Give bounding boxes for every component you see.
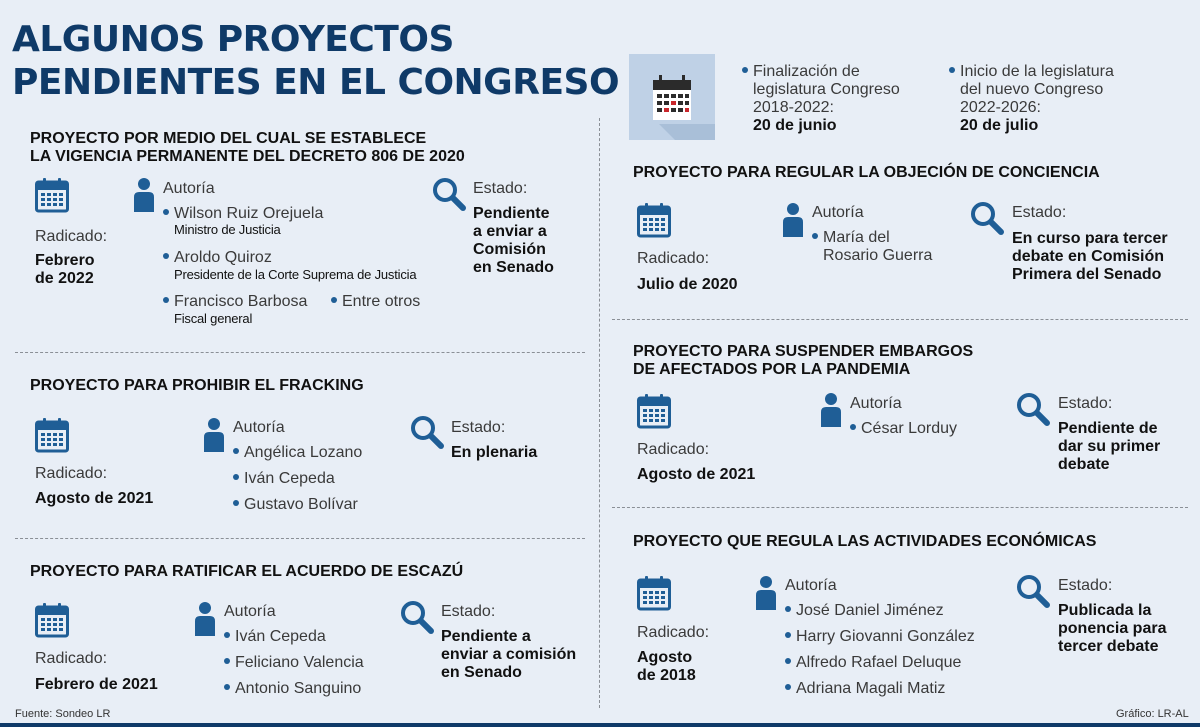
end-line-3: 2018-2022: [753,99,834,116]
search-icon [410,415,444,449]
divider-left-2 [15,538,585,539]
page-title [12,18,620,104]
calendar-icon [637,393,671,429]
autoria-label: Autoría [233,419,285,436]
estado-label: Estado: [1058,395,1113,412]
author-item: María del [812,228,890,247]
p6-estado-line-1: Publicada la [1058,602,1152,619]
radicado-label: Radicado: [637,441,710,458]
p5-estado-line-1: Pendiente de [1058,420,1158,437]
author-item: Angélica Lozano [233,443,362,462]
title-line-2: PENDIENTES EN EL CONGRESO [12,62,620,103]
p5-title-line-1: PROYECTO PARA SUSPENDER EMBARGOS [633,343,974,360]
p1-title [30,130,465,166]
divider-right-2 [612,507,1188,508]
person-icon [194,602,216,636]
p5-title [633,343,973,379]
p4-radicado-date: Julio de 2020 [637,276,738,293]
divider-right-1 [612,319,1188,320]
person-icon [820,393,842,427]
autoria-label: Autoría [224,603,276,620]
p1-radicado-line-1: Febrero [35,252,95,269]
author-item: Harry Giovanni González [785,627,975,646]
p1-estado-line-4: en Senado [473,259,554,276]
p2-radicado-date: Agosto de 2021 [35,490,154,507]
p6-radicado-date [637,649,696,685]
author-item: Feliciano Valencia [224,653,364,672]
p6-estado-line-2: ponencia para [1058,620,1167,637]
legislature-end-info [742,62,900,135]
calendar-icon [637,575,671,611]
start-line-2: del nuevo Congreso [960,81,1104,98]
p4-estado-line-1: En curso para tercer [1012,230,1168,247]
p3-title: PROYECTO PARA RATIFICAR EL ACUERDO DE ESCAZÚ [30,563,464,580]
p4-estado-line-2: debate en Comisión [1012,248,1165,265]
big-calendar-icon [629,54,715,140]
source-note: Fuente: Sondeo LR [15,708,111,720]
calendar-icon [35,177,69,213]
author-item: Aroldo Quiroz [163,248,272,267]
start-date: 20 de julio [960,117,1039,134]
radicado-label: Radicado: [35,228,108,245]
author-role: Ministro de Justicia [174,222,281,237]
search-icon [1016,392,1050,426]
p1-estado [473,205,554,277]
estado-label: Estado: [473,180,528,197]
autoria-label: Autoría [850,395,902,412]
bottom-bar [0,723,1200,727]
graphic-credit: Gráfico: LR-AL [1116,708,1189,720]
calendar-icon [35,602,69,638]
p4-estado-line-3: Primera del Senado [1012,266,1162,283]
search-icon [400,600,434,634]
p5-radicado-date: Agosto de 2021 [637,466,756,483]
search-icon [970,201,1004,235]
radicado-label: Radicado: [637,624,710,641]
person-icon [133,178,155,212]
p6-title: PROYECTO QUE REGULA LAS ACTIVIDADES ECONÓMICAS [633,533,1097,550]
p2-estado: En plenaria [451,444,538,461]
p2-title: PROYECTO PARA PROHIBIR EL FRACKING [30,377,364,394]
author-item: César Lorduy [850,419,957,438]
search-icon [1016,574,1050,608]
estado-label: Estado: [1012,204,1067,221]
author-item: Adriana Magali Matiz [785,679,945,698]
autoria-label: Autoría [785,577,837,594]
end-date: 20 de junio [753,117,837,134]
author-item: Wilson Ruiz Orejuela [163,204,323,223]
p3-estado [441,628,576,682]
author-item: Iván Cepeda [224,627,326,646]
start-line-3: 2022-2026: [960,99,1041,116]
start-line-1: Inicio de la legislatura [949,62,1114,81]
author-item-continued: Rosario Guerra [823,247,933,264]
author-item: Entre otros [331,292,420,311]
radicado-label: Radicado: [35,465,108,482]
p1-title-line-2: LA VIGENCIA PERMANENTE DEL DECRETO 806 DE 2020 [30,148,465,165]
estado-label: Estado: [451,419,506,436]
divider-left-1 [15,352,585,353]
p6-radicado-line-2: de 2018 [637,667,696,684]
p1-estado-line-1: Pendiente [473,205,550,222]
autoria-label: Autoría [812,204,864,221]
p3-estado-line-3: en Senado [441,664,522,681]
p5-title-line-2: DE AFECTADOS POR LA PANDEMIA [633,361,911,378]
p3-estado-line-2: enviar a comisión [441,646,577,663]
p1-title-line-1: PROYECTO POR MEDIO DEL CUAL SE ESTABLECE [30,130,427,147]
end-line-1: Finalización de [742,62,900,81]
p5-estado [1058,420,1160,474]
legislature-start-info [949,62,1114,135]
p1-estado-line-3: Comisión [473,241,546,258]
p5-estado-line-2: dar su primer [1058,438,1161,455]
search-icon [432,177,466,211]
author-item: Antonio Sanguino [224,679,361,698]
title-line-1: ALGUNOS PROYECTOS [12,19,454,60]
author-item: Gustavo Bolívar [233,495,358,514]
author-item: Francisco Barbosa [163,292,307,311]
radicado-label: Radicado: [637,250,710,267]
p1-estado-line-2: a enviar a [473,223,547,240]
p5-estado-line-3: debate [1058,456,1110,473]
person-icon [203,418,225,452]
p6-radicado-line-1: Agosto [637,649,693,666]
person-icon [782,203,804,237]
author-item: Iván Cepeda [233,469,335,488]
estado-label: Estado: [1058,577,1113,594]
person-icon [755,576,777,610]
p3-estado-line-1: Pendiente a [441,628,531,645]
author-role: Fiscal general [174,311,253,326]
autoria-label: Autoría [163,180,215,197]
p4-title: PROYECTO PARA REGULAR LA OBJECIÓN DE CONCIENCIA [633,164,1100,181]
p6-estado [1058,602,1166,656]
calendar-icon [35,417,69,453]
author-item: Alfredo Rafael Deluque [785,653,961,672]
p6-estado-line-3: tercer debate [1058,638,1159,655]
author-item: José Daniel Jiménez [785,601,944,620]
estado-label: Estado: [441,603,496,620]
p1-radicado-line-2: de 2022 [35,270,94,287]
p1-radicado-date [35,252,95,288]
end-line-2: legislatura Congreso [753,81,900,98]
p3-radicado-date: Febrero de 2021 [35,676,158,693]
column-divider [599,118,600,708]
radicado-label: Radicado: [35,650,108,667]
p4-estado [1012,230,1168,284]
author-role: Presidente de la Corte Suprema de Justicia [174,267,417,282]
calendar-icon [637,202,671,238]
